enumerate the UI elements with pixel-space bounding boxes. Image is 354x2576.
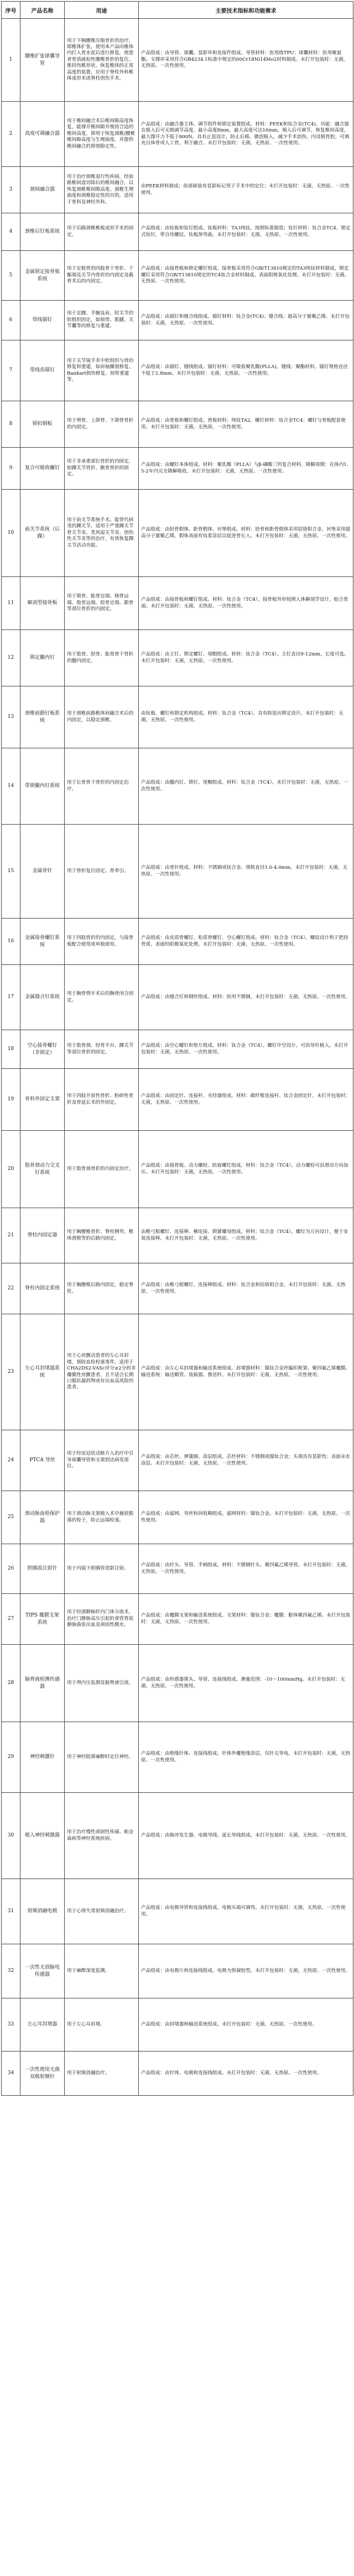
row-number: 9: [2, 448, 20, 490]
row-number: 34: [2, 2052, 20, 2096]
row-number: 31: [2, 1879, 20, 1944]
technical-requirements: 产品组成：由接骨板、动力螺栓、防旋螺钉组成。材料：钛合金（TC4）。动力螺栓可沿滑动方向加压。未打开包装时：无菌，无热原。一次性使用。: [139, 1131, 353, 1208]
product-name: PTCA 导丝: [20, 1430, 65, 1491]
product-use: 用于骨折复位固定、骨牵引。: [65, 825, 139, 919]
row-number: 13: [2, 686, 20, 748]
technical-requirements: 由椎弓根螺钉、连接棒、横连接、锁紧螺母组成。材料：钛合金（TC4）。螺钉为万向设计，便于安装连接棒。未打开包装时：无菌，无热原。一次性使用。: [139, 1208, 353, 1263]
row-number: 19: [2, 1069, 20, 1131]
product-name: 神经刺激针: [20, 1722, 65, 1793]
product-use: 用于长骨骨干骨折的内固定治疗。: [65, 748, 139, 825]
product-use: 用于椎间融合术后椎间隙高度恢复，能撑开椎间隙并维持合适的椎间高度，即用于恢复颈椎/腰椎椎间隙高度与生理曲度，并提供椎间融合的即刻稳定性。: [65, 102, 139, 167]
product-name: 一次性使用无菌双极射频针: [20, 2052, 65, 2096]
row-number: 30: [2, 1793, 20, 1879]
technical-requirements: 产品组成：由接骨板和锁定螺钉组成。接骨板采用符合GB/T13810规定的TA3纯钛材料制成，锁定螺钉采用符合GB/T13810规定的TC4钛合金材料制成。表面阳极氧化处理。未打开包装时：无菌，无热原。一次性使用。: [139, 251, 353, 301]
product-use: 用于颈动脉支架植入术中捕获脱落的栓子，防止远端栓塞。: [65, 1491, 139, 1544]
table-row: [2, 1645, 353, 1722]
technical-requirements: 产品组成：由主钉、锁定螺钉、尾帽组成。材料：钛合金（TC4）。主钉直径9-12mm，长度可选。未打开包装时：无菌，无热原。一次性使用。: [139, 630, 353, 686]
row-number: 12: [2, 630, 20, 686]
product-use: 用于足踝、手腕及肩、肘关节的软组织固定，如韧带、肌腱、关节囊等的修复与重建。: [65, 301, 139, 340]
table-row: [2, 2052, 353, 2096]
product-use: 用于股骨颈、胫骨平台、踝关节等部位骨折的固定。: [65, 1030, 139, 1069]
technical-requirements: 产品组成：由电极导管和连接线组成。电极头端可调弯。未打开包装时：无菌，无热原。一次性使用。: [139, 1879, 353, 1944]
row-number: 25: [2, 1491, 20, 1544]
product-name: 左心耳封堵器: [20, 1998, 65, 2052]
technical-requirements: 产品组成：由电极片和连接线组成。电极为预凝胶型。未打开包装时：无菌，无热原。一次性使用。: [139, 1944, 353, 1998]
table-row: [2, 1208, 353, 1263]
technical-requirements: 产品组成：由椎弓根螺钉、连接棒组成。材料：钛合金和钴铬钼合金。未打开包装时：无菌，无热原。一次性使用。: [139, 1263, 353, 1314]
product-name: 前关节系统（后踝）: [20, 490, 65, 577]
row-number: 18: [2, 1030, 20, 1069]
row-number: 26: [2, 1544, 20, 1594]
technical-requirements: 产品组成：由覆膜支架和输送系统组成。支架材料：镍钛合金；覆膜：膨体聚四氟乙烯。未打开包装时：无菌，无热原。一次性使用。: [139, 1594, 353, 1645]
product-use: 用于后路颈椎椎板成形手术的固定。: [65, 213, 139, 251]
table-row: [2, 1430, 353, 1491]
table-row: [2, 686, 353, 748]
header-requirements: 主要技术指标和功能需求: [139, 2, 353, 19]
product-name: 解剖型接骨板: [20, 577, 65, 630]
table-row: [2, 1879, 353, 1944]
row-number: 10: [2, 490, 20, 577]
table-row: [2, 630, 353, 686]
product-use: 用于非承重部位骨折的内固定，如踝关节骨折、髌骨骨折的固定。: [65, 448, 139, 490]
product-name: 植入神经刺激器: [20, 1793, 65, 1879]
product-name: 颈椎后钉板系统: [20, 213, 65, 251]
row-number: 15: [2, 825, 20, 919]
table-header-row: [2, 2, 353, 19]
technical-requirements: 产品组成：由螺钉本体组成。材料：聚乳酸（PLLA）与β-磷酸三钙复合材料。降解周期：在体内1.5-2年内完全降解吸收。未打开包装时：无菌，无热原。一次性使用。: [139, 448, 353, 490]
table-row: [2, 19, 353, 102]
technical-requirements: 产品组成：由固定针、连接杆、夹持器组成。材料：碳纤维连接杆、钛合金固定针。未打开包装时：无菌，无热原。一次性使用。: [139, 1069, 353, 1131]
product-use: 用于股骨颈骨折的内固定治疗。: [65, 1131, 139, 1208]
product-name: 金属缝合钉系统: [20, 965, 65, 1030]
product-name: 带线锚钉: [20, 301, 65, 340]
table-row: [2, 167, 353, 213]
row-number: 8: [2, 401, 20, 448]
row-number: 3: [2, 167, 20, 213]
row-number: 17: [2, 965, 20, 1030]
row-number: 6: [2, 301, 20, 340]
product-name: 颈间融合器: [20, 167, 65, 213]
product-use: 用于内镜下胆胰管造影注射。: [65, 1544, 139, 1594]
row-number: 14: [2, 748, 20, 825]
technical-requirements: 产品组成：由左心耳封堵器和输送系统组成。封堵器材料：镍钛合金丝编织框架、聚四氟乙烯覆膜。输送系统：输送鞘管、装载器、推送杆。未打开包装时：无菌，无热原。一次性使用。: [139, 1314, 353, 1430]
table-row: [2, 213, 353, 251]
technical-requirements: 产品组成：由钛板和钛钉组成。钛板材料：TA3纯钛，按照标准制造；钛钉材料：钛合金TC4。锁定式钛钉，带自攻螺纹，钛板预弯曲。未打开包装时：无菌，无热原。一次性使用。: [139, 213, 353, 251]
product-use: 用于锁骨、肱骨近端、桡骨远端、股骨远端、胫骨近端、跟骨等部位骨折的内固定。: [65, 577, 139, 630]
table-row: [2, 1944, 353, 1998]
technical-requirements: 产品组成：由接骨板和螺钉组成。材料：钛合金（TC4）。接骨板外形按照人体解剖学设计，贴合骨面。未打开包装时：无菌，无热原。一次性使用。: [139, 577, 353, 630]
row-number: 5: [2, 251, 20, 301]
row-number: 22: [2, 1263, 20, 1314]
product-name: 脊柱内固定系统: [20, 1263, 65, 1314]
table-row: [2, 1263, 353, 1314]
product-name: 颈动脉血栓保护器: [20, 1491, 65, 1544]
table-row: [2, 490, 353, 577]
row-number: 7: [2, 340, 20, 401]
table-row: [2, 1998, 353, 2052]
row-number: 23: [2, 1314, 20, 1430]
row-number: 29: [2, 1722, 20, 1793]
table-row: [2, 825, 353, 919]
table-row: [2, 1314, 353, 1430]
product-use: 用于关节镜手术中软组织与骨的修复和重建，如肩袖撕裂修复、Bankart损伤修复、韧带重建等。: [65, 340, 139, 401]
row-number: 32: [2, 1944, 20, 1998]
product-name: 复合可吸收螺钉: [20, 448, 65, 490]
row-number: 21: [2, 1208, 20, 1263]
technical-requirements: 产品组成：由皮质骨螺钉、松质骨螺钉、空心螺钉组成。材料：钛合金（TC4）。螺纹设计利于把持骨质。表面经阳极氧化处理。未打开包装时：无菌，无热原。一次性使用。: [139, 919, 353, 965]
row-number: 2: [2, 102, 20, 167]
product-name: 左心耳封堵器系统: [20, 1314, 65, 1430]
row-number: 27: [2, 1594, 20, 1645]
technical-requirements: 由钛板、螺钉和锁定机构组成。材料：钛合金（TC4）。具有防退出锁定设计。未打开包装时：无菌，无热原。一次性使用。: [139, 686, 353, 748]
technical-requirements: 产品组成：由脉冲发生器、电极导线、延长导线组成。未打开包装时：无菌，无热原。一次性使用。: [139, 1793, 353, 1879]
row-number: 11: [2, 577, 20, 630]
technical-requirements: 产品组成：由导管、球囊、显影环和连接件组成。导管材料：医用级TPU；球囊材料：医用聚氨酯。支撑环采用符合GB4234.1标准中规定的00Cr18Ni14Mo2材料制成。未打开包装时：无菌，无热原。一次性使用。: [139, 19, 353, 102]
product-name: 脑脊液检测传感器: [20, 1645, 65, 1722]
product-name: 一次性无创脑电传感器: [20, 1944, 65, 1998]
technical-requirements: 产品组成：由缝合钉和钢丝组成。材料：医用不锈钢。未打开包装时：无菌，无热原。一次性使用。: [139, 965, 353, 1030]
table-row: [2, 1722, 353, 1793]
product-use: 用于颅内压监测及脑脊液引流。: [65, 1645, 139, 1722]
product-name: 锁扣钢板: [20, 401, 65, 448]
product-use: 用于四肢开放性骨折、粉碎性骨折及骨延长术的外固定。: [65, 1069, 139, 1131]
row-number: 33: [2, 1998, 20, 2052]
table-row: [2, 1544, 353, 1594]
technical-requirements: 产品组成：由骨针组成。材料：不锈钢或钛合金。规格直径1.0-4.0mm。未打开包装时：无菌，无热原。一次性使用。: [139, 825, 353, 919]
table-row: [2, 965, 353, 1030]
technical-requirements: 产品组成：由针头、导管、手柄组成。材料：不锈钢针头、聚四氟乙烯导管。未打开包装时：无菌，无热原。一次性使用。: [139, 1544, 353, 1594]
product-name: 腰椎扩张球囊导管: [20, 19, 65, 102]
product-name: 金属接骨螺钉系统: [20, 919, 65, 965]
row-number: 1: [2, 19, 20, 102]
table-row: [2, 102, 353, 167]
product-use: 用于四肢骨折的内固定，与接骨板配合使用或单独使用。: [65, 919, 139, 965]
table-row: [2, 1594, 353, 1645]
product-use: 用于经皮冠状动脉介入治疗中引导球囊导管和支架到达病变部位。: [65, 1430, 139, 1491]
product-name: 高度可调融合器: [20, 102, 65, 167]
table-row: [2, 340, 353, 401]
product-name: TIPS 覆膜支架系统: [20, 1594, 65, 1645]
technical-requirements: 产品组成：由空心螺钉和垫片组成。材料：钛合金（TC4）。螺钉中空设计，可沿导针植入。未打开包装时：无菌，无热原。一次性使用。: [139, 1030, 353, 1069]
product-name: 金属骨针: [20, 825, 65, 919]
table-row: [2, 919, 353, 965]
product-name: 股骨颈动力交叉钉系统: [20, 1131, 65, 1208]
product-use: 用于胸腰椎后路内固定，稳定脊柱。: [65, 1263, 139, 1314]
technical-requirements: 产品组成：由针体、电极和连接线组成。未打开包装时：无菌，无热原。一次性使用。: [139, 2052, 353, 2096]
table-row: [2, 401, 353, 448]
table-row: [2, 251, 353, 301]
product-use: 用于神经阻滞麻醉时定位神经。: [65, 1722, 139, 1793]
technical-requirements: 产品组成：由锚钉和缝合线组成。锚钉材料：钛合金(TC4)；缝合线：超高分子量聚乙烯。未打开包装时：无菌，无热原。一次性使用。: [139, 301, 353, 340]
row-number: 4: [2, 213, 20, 251]
product-use: 用于股骨、胫骨、肱骨骨干骨折的髓内固定。: [65, 630, 139, 686]
technical-requirements: 产品组成：由封堵器和输送系统组成。未打开包装时：无菌，无热原。一次性使用。: [139, 1998, 353, 2052]
technical-requirements: 产品组成：由绝缘针体、连接线组成。针体外覆绝缘涂层，仅针尖导电。未打开包装时：无菌，无热原。一次性使用。: [139, 1722, 353, 1793]
product-use: 用于下胸腰椎压缩骨折的治疗，即椎体扩张，使用本产品向椎体内打入骨水泥后进行修复，使患者骨质疏松性腰椎骨折的复位、维持伤椎形状，恢复椎体的正常高度的装置，应用于脊柱外科椎体成形术或脊柱创伤手术。: [65, 19, 139, 102]
product-use: 用于射频消融治疗。: [65, 2052, 139, 2096]
header-name: 产品名称: [20, 2, 65, 19]
row-number: 16: [2, 919, 20, 965]
row-number: 20: [2, 1131, 20, 1208]
product-use: 用于心房颤动患者的左心耳封堵，预防血栓栓塞事件。适用于CHA2DS2-VASc评分≥2分的非瓣膜性房颤患者，且不适合长期口服抗凝药物或有出血高风险的患者。: [65, 1314, 139, 1430]
product-use: 用于颅骨、上颌骨、下颌骨骨折的内固定。: [65, 401, 139, 448]
technical-requirements: 由PEEK材料制成；前部嵌装有显影标记用于手术中的定位；未打开包装时：无菌，无热原。一次性使用。: [139, 167, 353, 213]
table-row: [2, 1491, 353, 1544]
product-name: 空心接骨螺钉（非锁定）: [20, 1030, 65, 1069]
product-use: 用于麻醉深度监测。: [65, 1944, 139, 1998]
technical-requirements: 产品组成：由锚钉、缝线组成。锚钉材料：可吸收聚乳酸(PLLA)，缝线：聚酯材料。锚钉规格直径不低于2.8mm。未打开包装时：无菌，无热原。一次性使用。: [139, 340, 353, 401]
table-row: [2, 748, 353, 825]
technical-requirements: 产品组成：由骨板和螺钉组成。骨板材料：纯钛TA2，螺钉材料：钛合金TC4；螺钉与骨板配套使用。未打开包装时：无菌，无热原。一次性使用。: [139, 401, 353, 448]
procurement-table: [1, 1, 353, 2096]
table-row: [2, 448, 353, 490]
product-use: 用于经颈静脉肝内门体分流术，治疗门静脉高压引起的食管胃底静脉曲张出血及顽固性腹水。: [65, 1594, 139, 1645]
table-row: [2, 1131, 353, 1208]
technical-requirements: 产品组成：由芯丝、弹簧圈、涂层组成。芯丝材料：不锈钢或镍钛合金；头端具有显影性；表面亲水涂层。未打开包装时：无菌，无热原。一次性使用。: [139, 1430, 353, 1491]
product-name: 脊柱内固定器: [20, 1208, 65, 1263]
product-name: 金属锁定接骨板系统: [20, 251, 65, 301]
header-num: 序号: [2, 2, 20, 19]
header-use: 用途: [65, 2, 139, 19]
table-body: [2, 19, 353, 2096]
table-row: [2, 1030, 353, 1069]
technical-requirements: 产品组成：由滤网、导丝和回收鞘组成。滤网材料：镍钛合金。未打开包装时：无菌，无热原。一次性使用。: [139, 1491, 353, 1544]
product-name: 带锁髓内钉系统: [20, 748, 65, 825]
table-row: [2, 1793, 353, 1879]
row-number: 24: [2, 1430, 20, 1491]
technical-requirements: 产品组成：由胫骨假体、距骨假体、衬垫组成。材料：胫骨和距骨假体采用钴铬钼合金，衬垫采用超高分子量聚乙烯。假体表面有钛浆涂层以促进骨长入。未打开包装时：无菌，无热原。一次性使用。: [139, 490, 353, 577]
technical-requirements: 产品组成：由传感器探头、导管、连接线组成。测量范围：-10～100mmHg。未打开包装时：无菌，无热原。一次性使用。: [139, 1645, 353, 1722]
product-name: 胆胰流注射针: [20, 1544, 65, 1594]
table-row: [2, 301, 353, 340]
product-name: 锁定髓内钉: [20, 630, 65, 686]
product-use: 用于心律失常射频消融治疗。: [65, 1879, 139, 1944]
product-name: 射频消融电极: [20, 1879, 65, 1944]
product-use: 用于左心耳封堵。: [65, 1998, 139, 2052]
product-use: 用于胸腰椎骨折、脊柱侧弯、椎体滑脱等的后路内固定。: [65, 1208, 139, 1263]
product-use: 用于治疗慢性顽固性疼痛、帕金森病等神经系统疾病。: [65, 1793, 139, 1879]
product-use: 用于胸骨劈开术后的胸骨闭合固定。: [65, 965, 139, 1030]
product-name: 骨科外固定支架: [20, 1069, 65, 1131]
row-number: 28: [2, 1645, 20, 1722]
table-row: [2, 1069, 353, 1131]
product-use: 用于颈椎前路椎体间融合术后的内固定，以稳定颈椎。: [65, 686, 139, 748]
product-use: 用于定植骨的四肢骨干骨折、干骺端及关节内骨折的内固定及截骨术后的内固定。: [65, 251, 139, 301]
product-name: 带线齿锚钉: [20, 340, 65, 401]
product-name: 颈椎前路钉板系统: [20, 686, 65, 748]
technical-requirements: 产品组成：由融合器主体、调节组件和锁定装置组成。材料：PEEK和钛合金(TC4)。功能：融合器在植入后可无级调节高度，最小高度8mm，最大高度可达16mm，植入后可调节，恢复椎间高度，最大撑开力不低于800N。具有止退设计，防止后移。微创植入，减少手术创伤。内设植骨腔，可填充自体骨或人工骨，利于融合。未打开包装时：无菌，无热原。一次性使用。: [139, 102, 353, 167]
technical-requirements: 产品组成：由髓内钉、锁钉、尾帽组成。材料：钛合金（TC4）。未打开包装时：无菌，无热原。一次性使用。: [139, 748, 353, 825]
table-row: [2, 577, 353, 630]
product-use: 用于治疗颈椎退行性疾病，经前路椎间盘切除后的椎间融合，以恢复颈椎椎间隙高度、颈椎生理曲度和颈椎稳定性的目的，适用于骨科及神经外科。: [65, 167, 139, 213]
product-use: 用于前关节系统手术。能替代病变的踝关节，适用于严重踝关节骨关节炎、类风湿关节炎、创伤性关节炎等的治疗，有效恢复踝关节活动功能。: [65, 490, 139, 577]
